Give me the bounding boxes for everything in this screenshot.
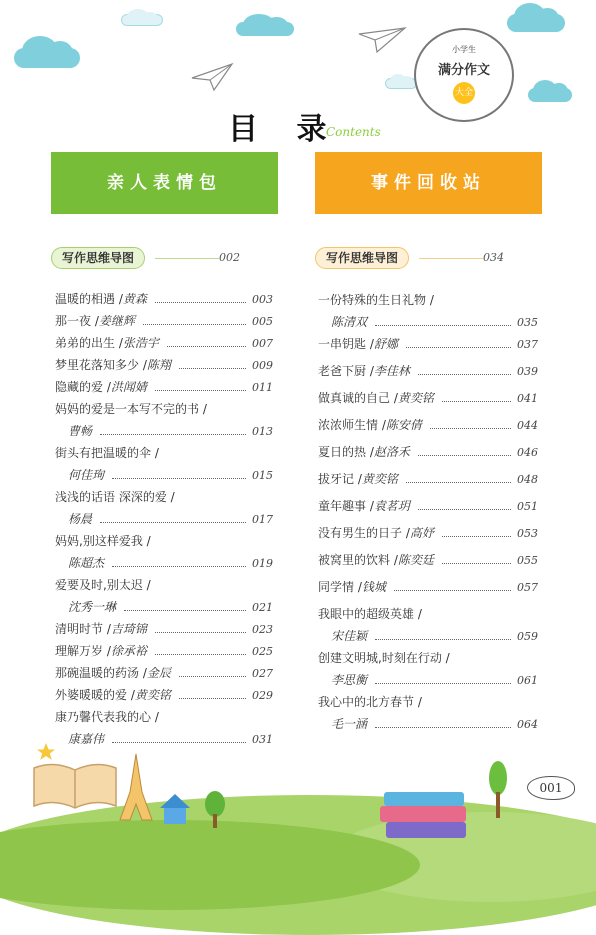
entry-author: 沈秀一琳 [68, 600, 117, 614]
entry-title: 一份特殊的生日礼物 / [318, 293, 434, 307]
entry-title: 爱要及时,别太迟 / [55, 578, 151, 592]
entry-title: 外婆暖暖的爱 / [55, 688, 135, 702]
toc-entry[interactable] [318, 693, 538, 710]
entry-author: 黄森 [122, 292, 147, 306]
leader-dots [112, 566, 246, 567]
entry-title: 街头有把温暖的伞 / [55, 446, 159, 460]
toc-entry[interactable] [331, 313, 538, 330]
toc-entry[interactable] [318, 443, 538, 460]
toc-entry[interactable] [55, 576, 273, 593]
entry-title: 梦里花落知多少 / [55, 358, 147, 372]
entry-author: 袁茗玥 [373, 499, 410, 513]
section-label: 写作思维导图 [315, 247, 409, 269]
entry-page: 051 [517, 500, 538, 513]
entry-title: 理解万岁 / [55, 644, 111, 658]
entry-author: 宋佳颖 [331, 629, 368, 643]
leader-dots [179, 698, 246, 699]
entry-author: 曹畅 [68, 424, 93, 438]
entry-page: 027 [252, 667, 273, 680]
entry-title: 康乃馨代表我的心 / [55, 710, 159, 724]
entry-title: 做真诚的自己 / [318, 391, 398, 405]
leader-dots [100, 522, 246, 523]
entry-title: 妈妈的爱是一本写不完的书 / [55, 402, 207, 416]
entry-page: 023 [252, 623, 273, 636]
toc-entry[interactable] [55, 334, 273, 351]
leader-dots [112, 478, 246, 479]
leader-dots [406, 482, 511, 483]
toc-entry[interactable] [55, 488, 273, 505]
entry-page: 037 [517, 338, 538, 351]
left-section-header [51, 247, 278, 269]
cloud-decoration [121, 14, 163, 26]
entry-author: 毛一涵 [331, 717, 368, 731]
leader-dots [418, 455, 511, 456]
toc-entry[interactable] [55, 400, 273, 417]
toc-entry[interactable] [318, 291, 538, 308]
toc-entry[interactable] [68, 510, 273, 527]
toc-entry[interactable] [68, 554, 273, 571]
leader-dots [394, 590, 511, 591]
open-book-illustration [30, 760, 120, 810]
entry-title: 夏日的热 / [318, 445, 374, 459]
leader-dots [124, 610, 246, 611]
entry-page: 064 [517, 718, 538, 731]
entry-page: 039 [517, 365, 538, 378]
toc-entry[interactable] [55, 444, 273, 461]
leader-dots [155, 302, 246, 303]
house-illustration [158, 792, 192, 826]
leader-dots [375, 727, 511, 728]
entry-page: 061 [517, 674, 538, 687]
entry-page: 059 [517, 630, 538, 643]
entry-page: 003 [252, 293, 273, 306]
leader-dots [143, 324, 246, 325]
toc-entry[interactable] [55, 664, 273, 681]
entry-author: 高妤 [409, 526, 434, 540]
entry-author: 陈清双 [331, 315, 368, 329]
entry-page: 021 [252, 601, 273, 614]
leader-dots [155, 654, 246, 655]
toc-entry[interactable] [318, 524, 538, 541]
entry-title: 没有男生的日子 / [318, 526, 410, 540]
toc-entry[interactable] [318, 605, 538, 622]
leader-dots [167, 346, 246, 347]
page-subtitle: Contents [326, 125, 381, 139]
toc-entry[interactable] [318, 470, 538, 487]
entry-page: 019 [252, 557, 273, 570]
tree-icon [200, 790, 230, 830]
toc-entry[interactable] [55, 290, 273, 307]
leader-dots [112, 742, 246, 743]
toc-entry[interactable] [318, 649, 538, 666]
toc-entry[interactable] [55, 312, 273, 329]
badge-line3: 大全 [453, 82, 475, 104]
entry-author: 黄奕铭 [134, 688, 171, 702]
entry-page: 055 [517, 554, 538, 567]
page-number: 001 [527, 776, 575, 800]
leader-dots [430, 428, 511, 429]
entry-title: 同学情 / [318, 580, 362, 594]
left-category-banner: 亲人表情包 [51, 152, 278, 214]
entry-title: 老爸下厨 / [318, 364, 374, 378]
entry-author: 姜继辉 [98, 314, 135, 328]
toc-entry[interactable] [331, 627, 538, 644]
entry-title: 妈妈,别这样爱我 / [55, 534, 151, 548]
leader-dots [406, 347, 511, 348]
eiffel-tower-illustration [118, 752, 154, 822]
toc-entry[interactable] [55, 356, 273, 373]
toc-entry[interactable] [55, 378, 273, 395]
entry-author: 钱城 [361, 580, 386, 594]
entry-author: 舒娜 [373, 337, 398, 351]
toc-entry[interactable] [331, 671, 538, 688]
section-page: 034 [483, 251, 504, 264]
entry-author: 李思衡 [331, 673, 368, 687]
toc-entry[interactable] [318, 362, 538, 379]
toc-entry[interactable] [55, 708, 273, 725]
entry-page: 017 [252, 513, 273, 526]
entry-title: 我心中的北方春节 / [318, 695, 422, 709]
entry-author: 洪闻婧 [110, 380, 147, 394]
entry-title: 那碗温暖的药汤 / [55, 666, 147, 680]
divider [155, 258, 219, 259]
entry-title: 一串钥匙 / [318, 337, 374, 351]
entry-author: 何佳珣 [68, 468, 105, 482]
book-stack-illustration [376, 784, 476, 844]
entry-title: 弟弟的出生 / [55, 336, 123, 350]
entry-author: 黄奕铭 [361, 472, 398, 486]
toc-entry[interactable] [55, 686, 273, 703]
entry-page: 053 [517, 527, 538, 540]
entry-page: 005 [252, 315, 273, 328]
leader-dots [442, 536, 511, 537]
paper-plane-icon [357, 24, 407, 54]
entry-page: 011 [252, 381, 273, 394]
toc-entry[interactable] [68, 730, 273, 747]
toc-entry[interactable] [318, 416, 538, 433]
entry-page: 041 [517, 392, 538, 405]
badge-line1: 小学生 [452, 45, 476, 54]
entry-author: 李佳林 [373, 364, 410, 378]
leader-dots [179, 676, 246, 677]
right-section-header [315, 247, 542, 269]
series-badge [414, 28, 514, 122]
entry-page: 029 [252, 689, 273, 702]
entry-author: 杨晨 [68, 512, 93, 526]
section-label: 写作思维导图 [51, 247, 145, 269]
cloud-decoration [236, 22, 294, 36]
section-page: 002 [219, 251, 240, 264]
entry-title: 浓浓师生情 / [318, 418, 386, 432]
entry-author: 吉琦锦 [110, 622, 147, 636]
entry-author: 徐承裕 [110, 644, 147, 658]
entry-title: 那一夜 / [55, 314, 99, 328]
leader-dots [442, 401, 511, 402]
entry-title: 我眼中的超级英雄 / [318, 607, 422, 621]
entry-title: 创建文明城,时刻在行动 / [318, 651, 450, 665]
toc-entry[interactable] [318, 578, 538, 595]
entry-page: 057 [517, 581, 538, 594]
entry-title: 清明时节 / [55, 622, 111, 636]
toc-entry[interactable] [68, 422, 273, 439]
entry-page: 009 [252, 359, 273, 372]
toc-entry[interactable] [68, 598, 273, 615]
entry-author: 康嘉伟 [68, 732, 105, 746]
tree-icon [486, 760, 510, 820]
entry-author: 陈翔 [146, 358, 171, 372]
entry-author: 陈奕廷 [397, 553, 434, 567]
leader-dots [155, 632, 246, 633]
entry-page: 044 [517, 419, 538, 432]
entry-page: 025 [252, 645, 273, 658]
leader-dots [179, 368, 246, 369]
right-category-banner: 事件回收站 [315, 152, 542, 214]
page-title: 目 录 [228, 112, 341, 147]
entry-page: 048 [517, 473, 538, 486]
entry-page: 007 [252, 337, 273, 350]
leader-dots [155, 390, 246, 391]
entry-page: 046 [517, 446, 538, 459]
entry-title: 拔牙记 / [318, 472, 362, 486]
cloud-decoration [528, 88, 572, 102]
entry-page: 035 [517, 316, 538, 329]
toc-entry[interactable] [318, 335, 538, 352]
leader-dots [418, 374, 511, 375]
leader-dots [100, 434, 246, 435]
entry-page: 031 [252, 733, 273, 746]
toc-entry[interactable] [318, 389, 538, 406]
toc-entry[interactable] [331, 715, 538, 732]
toc-entry[interactable] [318, 497, 538, 514]
divider [419, 258, 483, 259]
leader-dots [375, 683, 511, 684]
toc-entry[interactable] [318, 551, 538, 568]
entry-author: 赵洛禾 [373, 445, 410, 459]
star-icon [36, 742, 56, 762]
entry-title: 温暖的相遇 / [55, 292, 123, 306]
entry-author: 陈超杰 [68, 556, 105, 570]
toc-entry[interactable] [55, 620, 273, 637]
entry-author: 金辰 [146, 666, 171, 680]
paper-plane-icon [190, 62, 234, 92]
cloud-decoration [385, 78, 417, 89]
entry-author: 黄奕铭 [397, 391, 434, 405]
entry-title: 被窝里的饮料 / [318, 553, 398, 567]
leader-dots [418, 509, 511, 510]
entry-title: 童年趣事 / [318, 499, 374, 513]
toc-entry[interactable] [55, 532, 273, 549]
entry-title: 浅浅的话语 深深的爱 / [55, 490, 175, 504]
leader-dots [375, 325, 511, 326]
toc-entry[interactable] [68, 466, 273, 483]
toc-entry[interactable] [55, 642, 273, 659]
leader-dots [442, 563, 511, 564]
entry-author: 陈安倩 [385, 418, 422, 432]
entry-page: 015 [252, 469, 273, 482]
badge-line2: 满分作文 [437, 63, 490, 78]
cloud-decoration [507, 14, 565, 32]
entry-title: 隐藏的爱 / [55, 380, 111, 394]
entry-author: 张浩宇 [122, 336, 159, 350]
leader-dots [375, 639, 511, 640]
cloud-decoration [14, 48, 80, 68]
entry-page: 013 [252, 425, 273, 438]
